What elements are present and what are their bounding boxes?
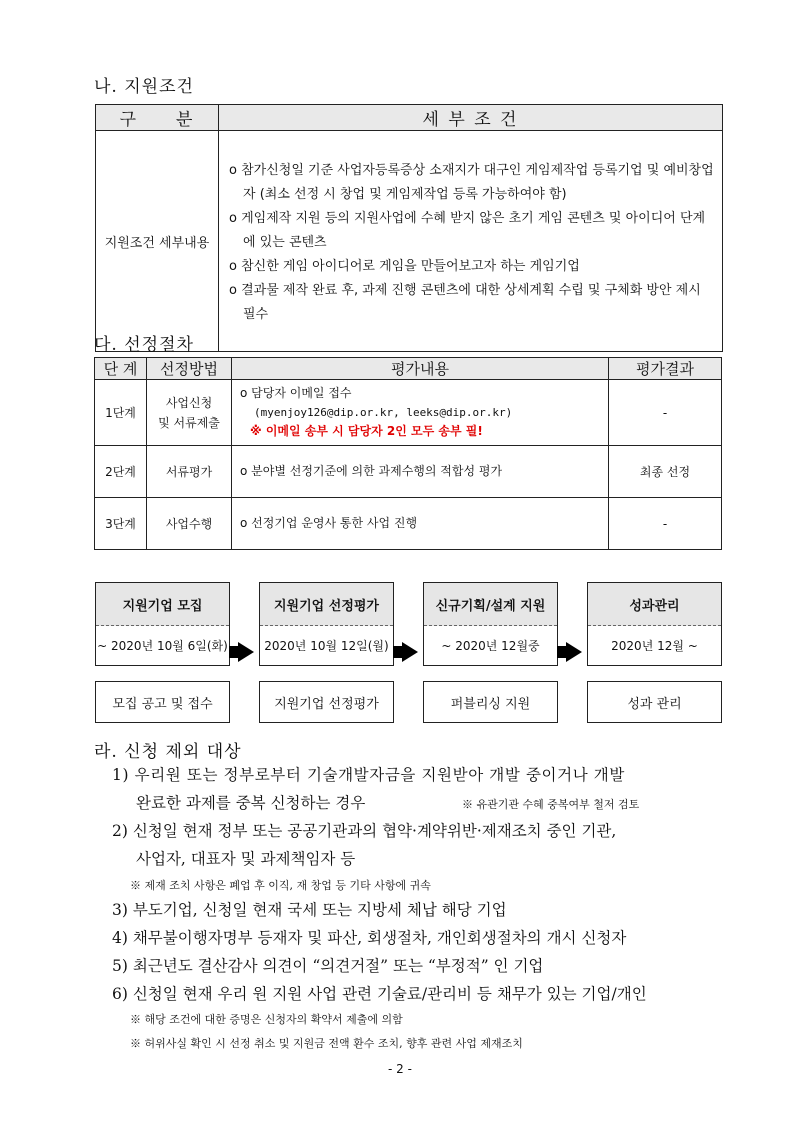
flow-task-evaluation: 지원기업 선정평가 xyxy=(259,681,394,723)
exclusion-item-3: 3) 부도기업, 신청일 현재 국세 또는 지방세 체납 해당 기업 xyxy=(112,901,507,919)
flow-arrow-icon xyxy=(238,642,254,662)
exclusion-note-penalty: ※ 허위사실 확인 시 선정 취소 및 지원금 전액 환수 조치, 향후 관련 사업 제재조치 xyxy=(130,1037,523,1050)
flow-task-management: 성과 관리 xyxy=(587,681,722,723)
exclusion-item-1: 1) 우리원 또는 정부로부터 기술개발자금을 지원받아 개발 중이거나 개발 xyxy=(112,766,625,784)
flow-step-date: ~ 2020년 10월 6일(화) xyxy=(97,639,228,653)
exclusion-note-proof: ※ 해당 조건에 대한 증명은 신청자의 확약서 제출에 의함 xyxy=(130,1013,403,1026)
page-number: - 2 - xyxy=(388,1062,412,1076)
selection-process-table xyxy=(94,357,722,550)
email-warning: ※ 이메일 송부 시 담당자 2인 모두 송부 필! xyxy=(250,424,483,438)
stage-cell: 1단계 xyxy=(95,380,147,446)
content-cell xyxy=(232,380,609,446)
content-line: o 담당자 이메일 접수 xyxy=(240,386,352,400)
support-conditions-cell xyxy=(219,131,723,352)
exclusion-item-5: 5) 최근년도 결산감사 의견이 “의견거절” 또는 “부정적” 인 기업 xyxy=(112,957,544,975)
flow-task-publishing: 퍼블리싱 지원 xyxy=(423,681,558,723)
support-conditions-table xyxy=(95,104,723,352)
flow-step-date: ~ 2020년 12월중 xyxy=(441,639,540,653)
flow-step-management xyxy=(587,582,722,666)
support-row-label: 지원조건 세부내용 xyxy=(96,131,219,352)
support-header-details: 세 부 조 건 xyxy=(219,105,723,131)
exclusion-item-2: 2) 신청일 현재 정부 또는 공공기관과의 협약·계약위반·제재조치 중인 기관, xyxy=(112,822,617,840)
flow-arrow-icon xyxy=(402,642,418,662)
support-condition-3: o 참신한 게임 아이디어로 게임을 만들어보고자 하는 게임기업 xyxy=(229,259,580,274)
table-row xyxy=(95,498,722,550)
content-cell: o 분야별 선정기준에 의한 과제수행의 적합성 평가 xyxy=(232,446,609,498)
flow-arrow-icon xyxy=(566,642,582,662)
flow-step-title: 성과관리 xyxy=(588,583,721,626)
flow-step-title: 지원기업 선정평가 xyxy=(260,583,393,626)
exclusion-item-6: 6) 신청일 현재 우리 원 지원 사업 관련 기술료/관리비 등 채무가 있는 기업/개인 xyxy=(112,985,647,1003)
table-row xyxy=(95,446,722,498)
exclusion-item-1-cont: 완료한 과제를 중복 신청하는 경우 xyxy=(136,794,366,812)
email-addresses: (myenjoy126@dip.or.kr, leeks@dip.or.kr) xyxy=(254,406,513,419)
selection-header-stage: 단 계 xyxy=(95,358,147,380)
flow-step-date: 2020년 10월 12일(월) xyxy=(264,639,389,653)
exclusion-heading: 라. 신청 제외 대상 xyxy=(94,742,242,762)
selection-header-method: 선정방법 xyxy=(147,358,232,380)
method-line: 사업신청 xyxy=(165,395,213,410)
result-cell: 최종 선정 xyxy=(609,446,722,498)
method-cell xyxy=(147,380,232,446)
support-condition-4: o 결과물 제작 완료 후, 과제 진행 콘텐츠에 대한 상세계획 수립 및 구체화 방안 제시 필수 xyxy=(229,283,701,322)
stage-cell: 2단계 xyxy=(95,446,147,498)
exclusion-item-2-cont: 사업자, 대표자 및 과제책임자 등 xyxy=(136,850,356,868)
support-header-category: 구 분 xyxy=(96,105,219,131)
flow-step-evaluation xyxy=(259,582,394,666)
selection-header-result: 평가결과 xyxy=(609,358,722,380)
exclusion-item-1-note: ※ 유관기관 수혜 중복여부 철저 검토 xyxy=(462,798,640,811)
exclusion-item-2-note: ※ 제재 조치 사항은 폐업 후 이직, 재 창업 등 기타 사항에 귀속 xyxy=(130,879,431,892)
content-cell: o 선정기업 운영사 통한 사업 진행 xyxy=(232,498,609,550)
exclusion-item-4: 4) 채무불이행자명부 등재자 및 파산, 회생절차, 개인회생절차의 개시 신청자 xyxy=(112,929,627,947)
result-cell: - xyxy=(609,380,722,446)
result-cell: - xyxy=(609,498,722,550)
flow-step-planning xyxy=(423,582,558,666)
method-cell: 사업수행 xyxy=(147,498,232,550)
stage-cell: 3단계 xyxy=(95,498,147,550)
table-row xyxy=(95,380,722,446)
flow-step-date: 2020년 12월 ~ xyxy=(611,639,698,653)
method-cell: 서류평가 xyxy=(147,446,232,498)
selection-header-content: 평가내용 xyxy=(232,358,609,380)
flow-step-title: 신규기획/설계 지원 xyxy=(424,583,557,626)
method-line: 및 서류제출 xyxy=(158,415,220,430)
support-condition-1: o 참가신청일 기준 사업자등록증상 소재지가 대구인 게임제작업 등록기업 및 예비창업자 (최소 선정 시 창업 및 게임제작업 등록 가능하여야 함) xyxy=(229,163,714,202)
selection-heading: 다. 선정절차 xyxy=(94,335,194,355)
flow-task-recruit: 모집 공고 및 접수 xyxy=(95,681,230,723)
support-heading: 나. 지원조건 xyxy=(94,77,194,97)
flow-step-title: 지원기업 모집 xyxy=(96,583,229,626)
flow-step-recruit xyxy=(95,582,230,666)
support-condition-2: o 게임제작 지원 등의 지원사업에 수혜 받지 않은 초기 게임 콘텐츠 및 아이디어 단계에 있는 콘텐츠 xyxy=(229,211,706,250)
